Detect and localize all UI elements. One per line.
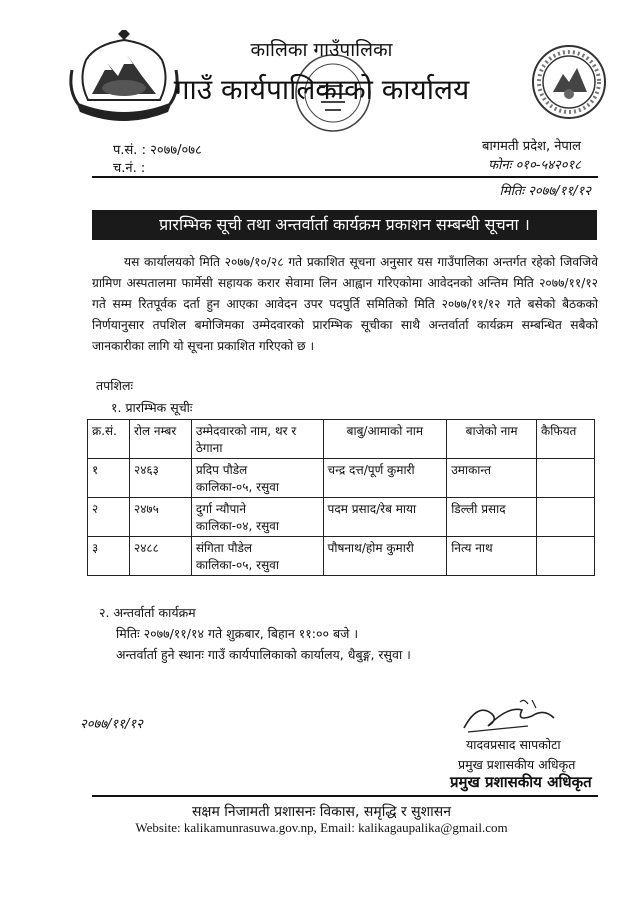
cell-sn: २ [88,498,130,537]
candidate-table [87,419,595,576]
office-title: गाउँ कार्यपालिकाको कार्यालय [173,73,470,106]
cell-remarks [537,498,595,537]
cell-sn: १ [88,459,130,498]
cell-grandfather: उमाकान्त [447,459,537,498]
footer-contact: Website: kalikamunrasuwa.gov.np, Email: kalikagaupalika@gmail.com [135,820,508,835]
table-row [88,459,595,498]
notice-title: प्रारम्भिक सूची तथा अन्तर्वार्ता कार्यक्रम प्रकाशन सम्बन्धी सूचना । [92,210,597,240]
signer-title: प्रमुख प्रशासकीय अधिकृत [458,757,576,772]
preliminary-list-heading: १. प्रारम्भिक सूचीः [111,400,193,415]
candidate-name: दुर्गा न्यौपाने [195,502,247,516]
table-header-row [88,420,595,459]
cell-roll: २४७५ [129,498,191,537]
col-header-grandfather: बाजेको नाम [447,420,537,459]
office-subtitle: कालिका गाउँपालिका [250,39,393,61]
details-label: तपशिलः [96,378,133,393]
cell-candidate [191,498,323,537]
interview-date: मितिः २०७७/११/१४ गते शुक्रबार, बिहान ११:०० बजे । [116,626,359,641]
interview-venue: अन्तर्वार्ता हुने स्थानः गाउँ कार्यपालिकाको कार्यालय, धैबुङ्ग, रसुवा । [116,647,411,662]
cell-parents: चन्द्र दत्त/पूर्ण कुमारी [323,459,447,498]
col-header-parents: बाबु/आमाको नाम [323,420,447,459]
notice-body [92,252,598,357]
interview-schedule-heading: २. अन्तर्वार्ता कार्यक्रम [99,605,196,620]
footer-motto: सक्षम निजामती प्रशासनः विकास, समृद्धि र सुशासन [191,804,452,820]
cell-candidate [191,537,323,576]
notice-date: मितिः २०७७/११/१२ [499,184,591,199]
col-header-sn: क्र.सं. [88,420,130,459]
header-divider [92,176,598,178]
cell-remarks [537,459,595,498]
phone-number: फोनः ०१०-५४२०१८ [488,158,581,173]
signature-date: २०७७/११/१२ [80,717,143,732]
notice-body-text: यस कार्यालयको मिति २०७७/१०/२८ गते प्रकाशित सूचना अनुसार यस गाउँपालिका अन्तर्गत रहेको जिवजिवे ग्रामिण अस्पतालमा फार्मेसी सहायक करार सेवामा लिन आह्वान गरिएकोमा आवेदनको अन्तिम मिति २०७७/११/१२ गते सम्म रितपूर्वक दर्ता हुन आएका आवेदन उपर पदपुर्ति समितिको मिति २०७७/११/१२ गते बसेको बैठकको निर्णयानुसार तपशिल बमोजिमका उम्मेदवारको प्रारम्भिक सूचीका साथै अन्तर्वार्ता कार्यक्रम सम्बन्धित सबैको जानकारीका लागि यो सूचना प्रकाशित गरिएको छ । [92,255,598,353]
col-header-roll: रोल नम्बर [129,420,191,459]
col-header-candidate: उम्मेदवारको नाम, थर र ठेगाना [191,420,323,459]
cell-sn: ३ [88,537,130,576]
candidate-name: संगिता पौडेल [195,541,253,555]
footer-divider [92,795,598,797]
province-address: बागमती प्रदेश, नेपाल [482,139,581,154]
cell-grandfather: डिल्ली प्रसाद [447,498,537,537]
candidate-name: प्रदिप पौडेल [195,463,248,477]
cell-roll: २४६३ [129,459,191,498]
table-row [88,537,595,576]
cell-candidate [191,459,323,498]
dispatch-number: च.नं. : [113,161,146,176]
cell-remarks [537,537,595,576]
candidate-address: कालिका-०५, रसुवा [195,558,279,572]
cell-parents: पदम प्रसाद/रेब माया [323,498,447,537]
cell-roll: २४८८ [129,537,191,576]
candidate-address: कालिका-०४, रसुवा [195,519,279,533]
candidate-address: कालिका-०५, रसुवा [195,480,279,494]
cell-grandfather: नित्य नाथ [447,537,537,576]
signer-name: यादवप्रसाद सापकोटा [466,737,561,752]
col-header-remarks: कैफियत [537,420,595,459]
table-row [88,498,595,537]
signature-icon [458,696,580,738]
signer-stamp-title: प्रमुख प्रशासकीय अधिकृत [450,773,592,791]
cell-parents: पौषनाथ/होम कुमारी [323,537,447,576]
reference-number: प.सं. : २०७७/०७८ [113,143,202,158]
